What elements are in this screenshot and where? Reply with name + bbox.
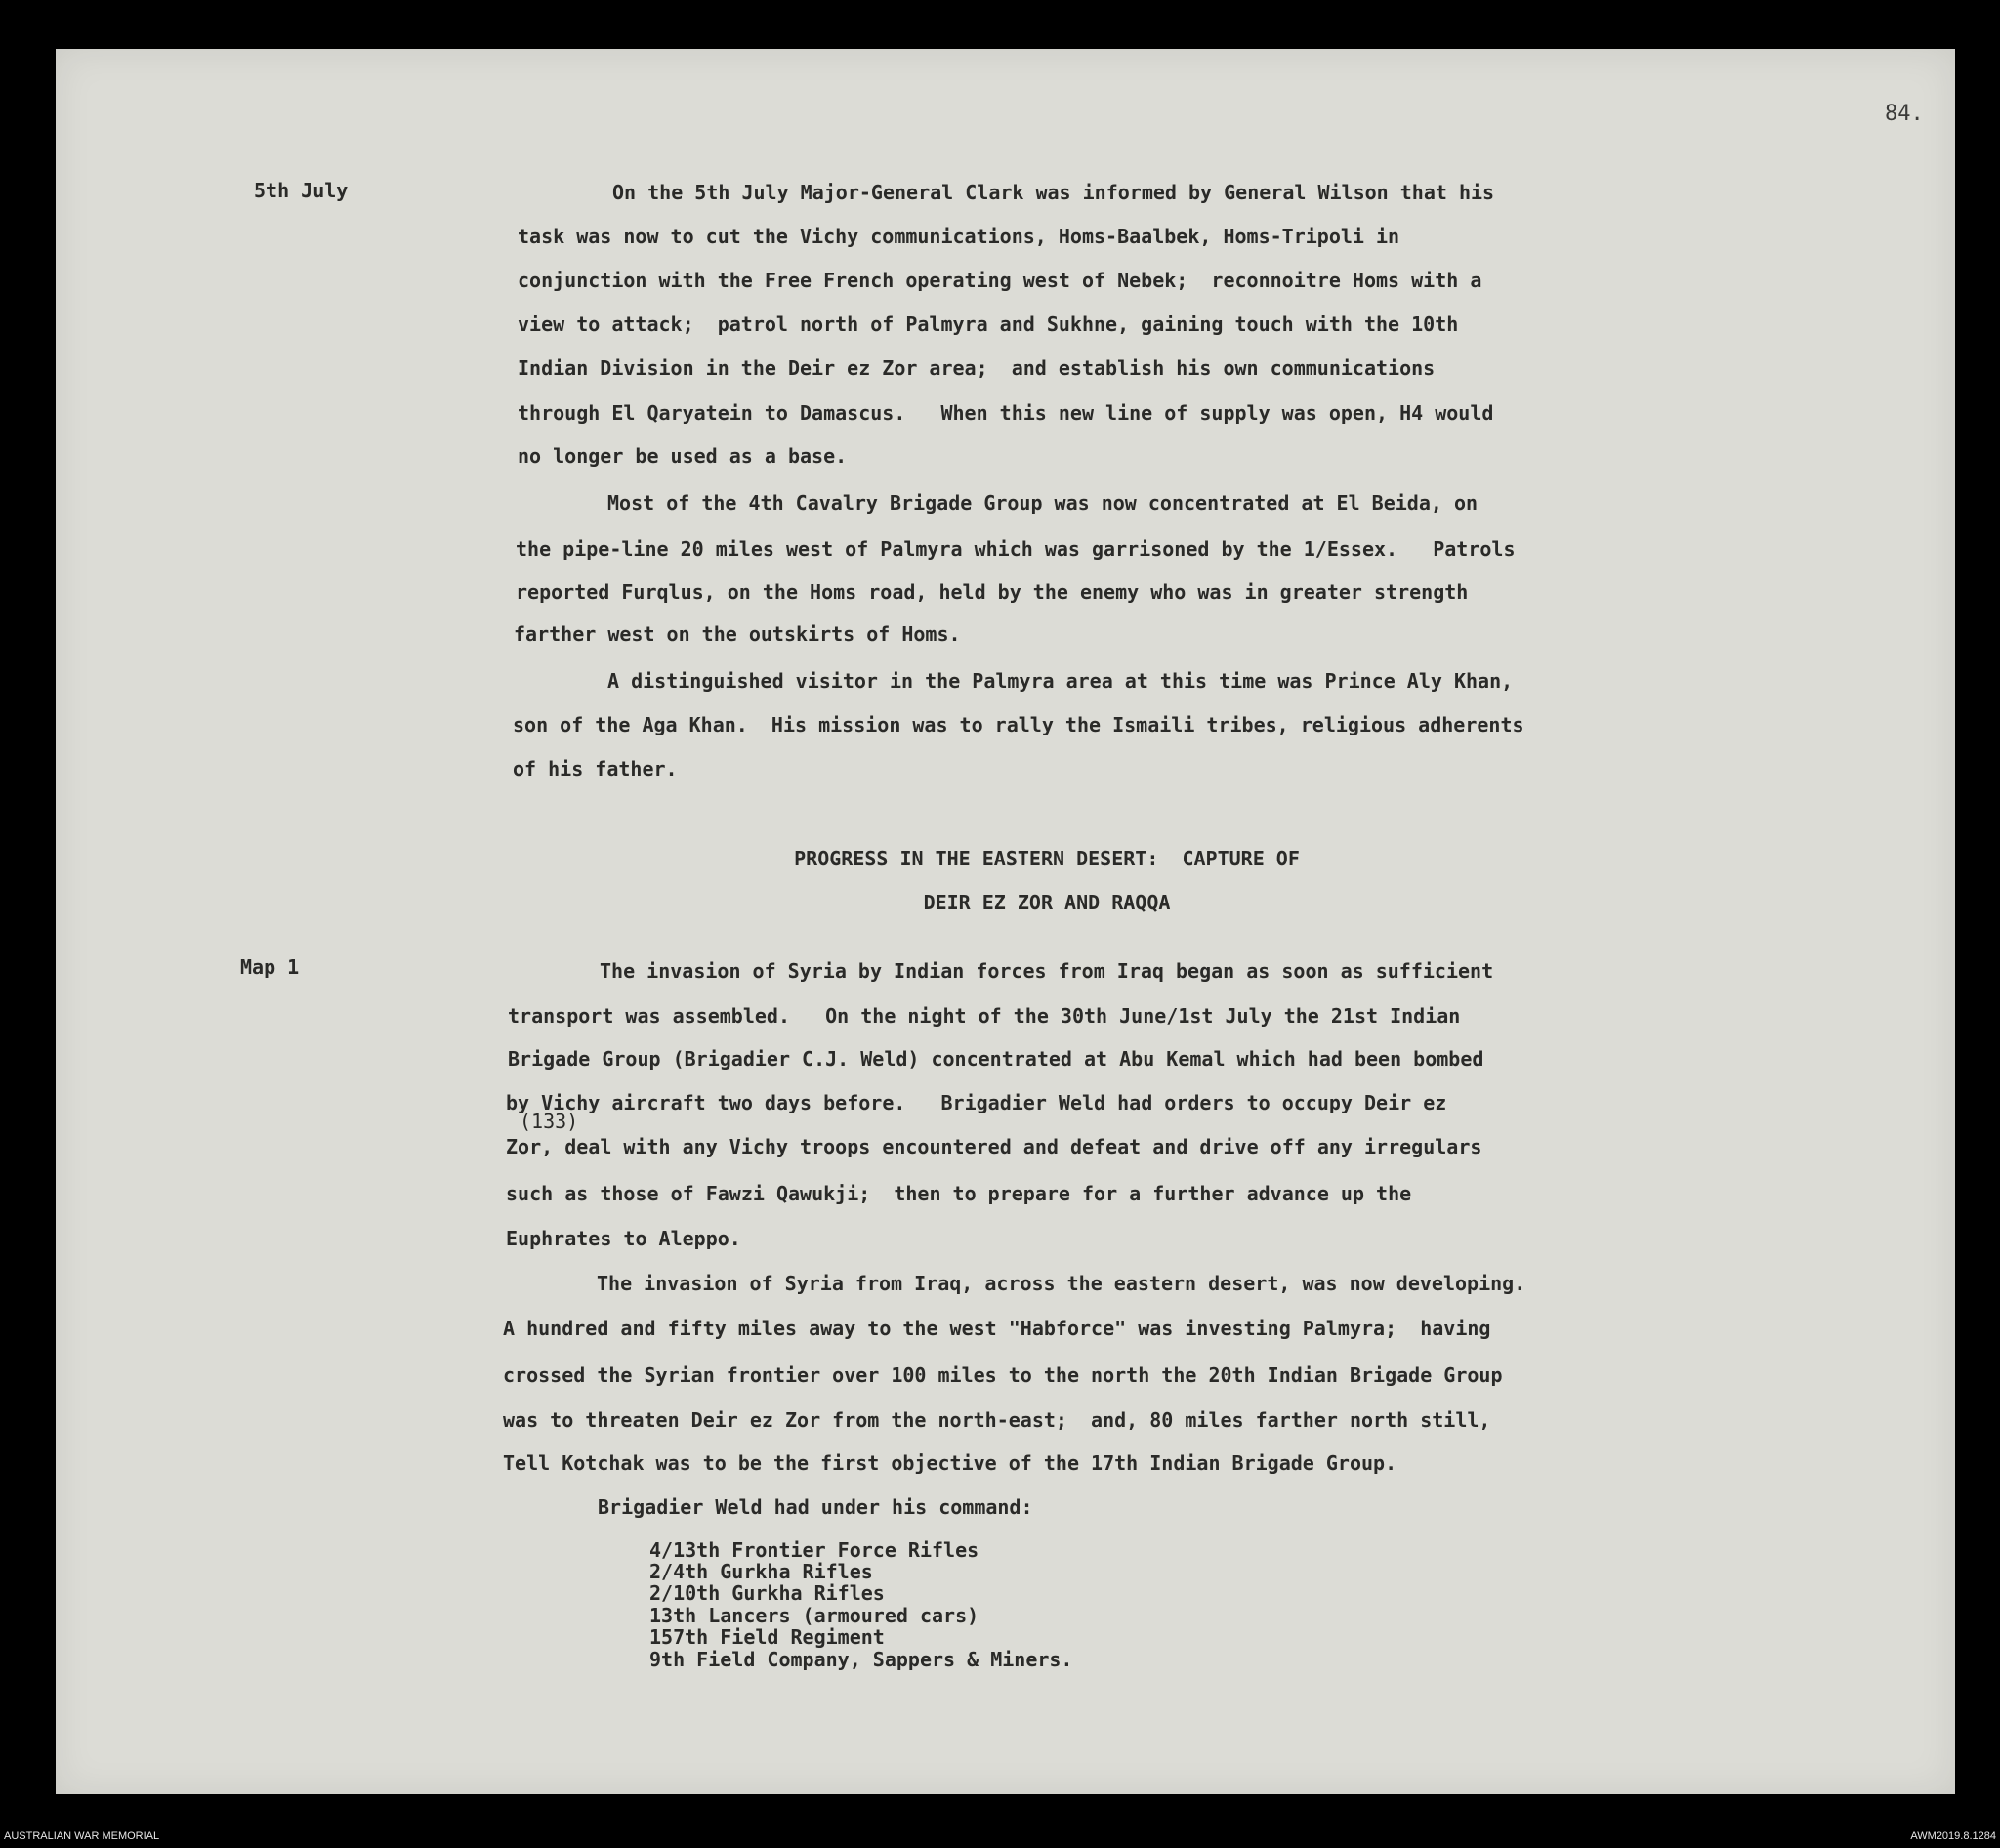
section-heading-line-1: PROGRESS IN THE EASTERN DESERT: CAPTURE OF: [794, 847, 1300, 870]
paragraph-1-line-3: conjunction with the Free French operating west of Nebek; reconnoitre Homs with a: [518, 269, 1482, 292]
unit-list-item: 2/4th Gurkha Rifles: [649, 1560, 873, 1583]
paragraph-5-line-4: was to threaten Deir ez Zor from the north-east; and, 80 miles farther north still,: [503, 1408, 1491, 1432]
unit-list-item: 9th Field Company, Sappers & Miners.: [649, 1648, 1073, 1671]
paragraph-5-line-2: A hundred and fifty miles away to the west "Habforce" was investing Palmyra; having: [503, 1317, 1491, 1340]
margin-map-reference: Map 1: [240, 955, 300, 979]
paragraph-5-line-1: The invasion of Syria from Iraq, across the eastern desert, was now developing.: [597, 1272, 1526, 1295]
footer-institution: AUSTRALIAN WAR MEMORIAL: [4, 1830, 160, 1842]
paragraph-4-line-4: by Vichy aircraft two days before. Brigadier Weld had orders to occupy Deir ez: [506, 1091, 1447, 1114]
unit-list-item: 13th Lancers (armoured cars): [649, 1604, 979, 1627]
paragraph-2-line-3: reported Furqlus, on the Homs road, held by the enemy who was in greater strength: [516, 580, 1469, 604]
document-page: [56, 49, 1955, 1794]
paragraph-5-line-3: crossed the Syrian frontier over 100 miles to the north the 20th Indian Brigade Group: [503, 1364, 1503, 1387]
paragraph-1-line-2: task was now to cut the Vichy communications, Homs-Baalbek, Homs-Tripoli in: [518, 225, 1400, 248]
unit-list-item: 4/13th Frontier Force Rifles: [649, 1538, 979, 1562]
footer-accession-number: AWM2019.8.1284: [1910, 1830, 1996, 1842]
paragraph-5-line-5: Tell Kotchak was to be the first objective of the 17th Indian Brigade Group.: [503, 1451, 1397, 1475]
paragraph-4-line-6: such as those of Fawzi Qawukji; then to prepare for a further advance up the: [506, 1182, 1412, 1205]
paragraph-1-line-5: Indian Division in the Deir ez Zor area; and establish his own communications: [518, 357, 1436, 380]
paragraph-2-line-1: Most of the 4th Cavalry Brigade Group was now concentrated at El Beida, on: [607, 491, 1479, 515]
margin-date: 5th July: [254, 179, 349, 202]
unit-list-item: 157th Field Regiment: [649, 1625, 885, 1649]
paragraph-3-line-3: of his father.: [513, 757, 678, 780]
paragraph-3-line-2: son of the Aga Khan. His mission was to rally the Ismaili tribes, religious adherents: [513, 713, 1524, 736]
paragraph-1-line-1: On the 5th July Major-General Clark was informed by General Wilson that his: [612, 181, 1495, 204]
paragraph-2-line-2: the pipe-line 20 miles west of Palmyra which was garrisoned by the 1/Essex. Patrols: [516, 537, 1516, 561]
paragraph-1-line-6: through El Qaryatein to Damascus. When this new line of supply was open, H4 would: [518, 401, 1494, 425]
paragraph-4-line-2: transport was assembled. On the night of the 30th June/1st July the 21st Indian: [508, 1004, 1461, 1028]
paragraph-4-line-5: Zor, deal with any Vichy troops encountered and defeat and drive off any irregulars: [506, 1135, 1482, 1158]
page-number: 84.: [1885, 102, 1924, 126]
section-heading-line-2: DEIR EZ ZOR AND RAQQA: [923, 891, 1171, 914]
paragraph-1-line-4: view to attack; patrol north of Palmyra and Sukhne, gaining touch with the 10th: [518, 313, 1459, 336]
paragraph-3-line-1: A distinguished visitor in the Palmyra area at this time was Prince Aly Khan,: [607, 669, 1514, 693]
paragraph-4-line-7: Euphrates to Aleppo.: [506, 1227, 741, 1250]
paragraph-4-line-3: Brigade Group (Brigadier C.J. Weld) concentrated at Abu Kemal which had been bombed: [508, 1047, 1484, 1071]
paragraph-4-line-1: The invasion of Syria by Indian forces from Iraq began as soon as sufficient: [600, 959, 1494, 983]
footnote-reference: (133): [520, 1110, 579, 1133]
paragraph-1-line-7: no longer be used as a base.: [518, 444, 848, 468]
unit-list-item: 2/10th Gurkha Rifles: [649, 1581, 885, 1605]
paragraph-2-line-4: farther west on the outskirts of Homs.: [514, 622, 961, 646]
command-intro: Brigadier Weld had under his command:: [598, 1495, 1033, 1519]
